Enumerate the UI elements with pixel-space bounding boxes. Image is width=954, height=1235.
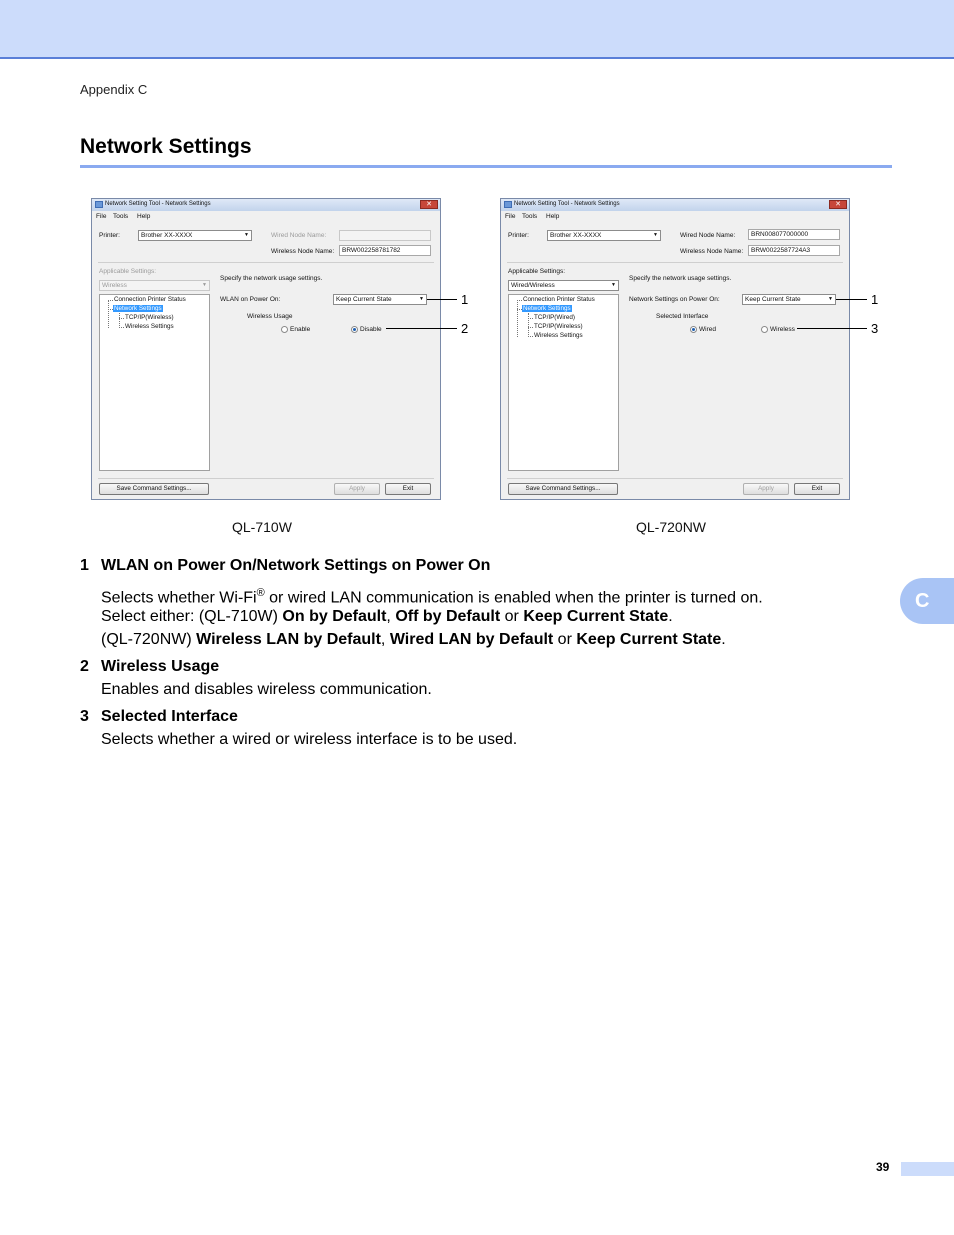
appendix-tab: C [900,578,954,624]
divider [507,478,843,479]
exit-button[interactable]: Exit [794,483,840,495]
menu-help[interactable]: Help [137,213,151,220]
exit-button[interactable]: Exit [385,483,431,495]
power-on-label: Network Settings on Power On: [629,296,720,303]
wireless-usage-label: Wireless Usage [247,313,293,320]
callout-1-right: 1 [871,292,879,307]
item-2-heading: 2 Wireless Usage [80,658,220,675]
disable-radio[interactable] [351,326,358,333]
title-rule [80,165,892,168]
power-on-label: WLAN on Power On: [220,296,281,303]
caption-ql720nw: QL-720NW [636,519,707,535]
callout-line-2 [386,328,457,329]
wireless-node-field[interactable]: BRW002258781782 [339,245,431,256]
title-bar [92,199,440,211]
page-number: 39 [876,1160,890,1174]
close-icon[interactable]: ✕ [829,200,847,209]
network-settings-window-ql710w [91,198,441,500]
chevron-down-icon: ▼ [202,282,207,288]
item-1-line-1: Selects whether Wi-Fi® or wired LAN communication is enabled when the printer is turned on. [101,587,763,607]
menu-bar [501,212,849,222]
power-on-select[interactable]: Keep Current State ▼ [333,294,427,305]
close-icon[interactable]: ✕ [420,200,438,209]
wired-radio[interactable] [690,326,697,333]
callout-line-3 [797,328,867,329]
menu-help[interactable]: Help [546,213,560,220]
wired-node-field[interactable]: BRN008077000000 [748,229,840,240]
selected-interface-label: Selected Interface [656,313,709,320]
menu-bar [92,212,440,222]
wired-radio-label: Wired [699,326,716,333]
app-icon [504,201,512,208]
tree-item-wireless-settings[interactable]: Wireless Settings [534,332,583,339]
printer-label: Printer: [99,232,120,239]
tree-item-network-settings[interactable]: Network Settings [523,305,571,312]
disable-radio-label: Disable [360,326,382,333]
apply-button[interactable]: Apply [743,483,789,495]
wireless-node-field[interactable]: BRW0022587724A3 [748,245,840,256]
item-3-text: Selects whether a wired or wireless interface is to be used. [101,731,518,748]
wireless-radio[interactable] [761,326,768,333]
window-title: Network Setting Tool - Network Settings [514,201,620,207]
window-title: Network Setting Tool - Network Settings [105,201,211,207]
divider [98,478,434,479]
printer-select[interactable]: Brother XX-XXXX ▼ [547,230,661,241]
specify-text: Specify the network usage settings. [220,275,323,282]
printer-select[interactable]: Brother XX-XXXX ▼ [138,230,252,241]
divider [507,262,843,263]
item-3-heading: 3 Selected Interface [80,708,238,725]
applicable-settings-select: Wireless ▼ [99,280,210,291]
chevron-down-icon: ▼ [611,282,616,288]
item-1-line-3: (QL-720NW) Wireless LAN by Default, Wired LAN by Default or Keep Current State. [101,631,726,648]
menu-tools[interactable]: Tools [522,213,538,220]
chevron-down-icon: ▼ [828,296,833,302]
specify-text: Specify the network usage settings. [629,275,732,282]
page-number-bar [901,1162,954,1176]
tree-item-tcpip-wireless[interactable]: TCP/IP(Wireless) [125,314,174,321]
printer-label: Printer: [508,232,529,239]
menu-file[interactable]: File [505,213,516,220]
callout-line-1-left [427,299,457,300]
applicable-settings-label: Applicable Settings: [99,268,157,275]
menu-tools[interactable]: Tools [113,213,129,220]
wired-node-label: Wired Node Name: [271,232,327,239]
save-command-settings-button[interactable]: Save Command Settings... [508,483,618,495]
item-1-line-2: Select either: (QL-710W) On by Default, Off by Default or Keep Current State. [101,608,673,625]
callout-2: 2 [461,321,469,336]
item-2-text: Enables and disables wireless communication. [101,681,432,698]
menu-file[interactable]: File [96,213,107,220]
tree-item-connection-status[interactable]: Connection Printer Status [523,296,595,303]
wireless-radio-label: Wireless [770,326,795,333]
title-bar [501,199,849,211]
wireless-node-label: Wireless Node Name: [680,248,744,255]
tree-item-tcpip-wireless[interactable]: TCP/IP(Wireless) [534,323,583,330]
network-settings-window-ql720nw [500,198,850,500]
save-command-settings-button[interactable]: Save Command Settings... [99,483,209,495]
page-title: Network Settings [80,135,252,158]
tree-item-tcpip-wired[interactable]: TCP/IP(Wired) [534,314,575,321]
chevron-down-icon: ▼ [653,232,658,238]
power-on-select[interactable]: Keep Current State ▼ [742,294,836,305]
applicable-settings-select[interactable]: Wired/Wireless ▼ [508,280,619,291]
enable-radio-label: Enable [290,326,311,333]
wireless-node-label: Wireless Node Name: [271,248,335,255]
header-band [0,0,954,59]
callout-1-left: 1 [461,292,469,307]
running-header: Appendix C [80,82,148,97]
chevron-down-icon: ▼ [419,296,424,302]
item-1-heading: 1 WLAN on Power On/Network Settings on Power On [80,557,491,574]
apply-button[interactable]: Apply [334,483,380,495]
chevron-down-icon: ▼ [244,232,249,238]
enable-radio[interactable] [281,326,288,333]
wired-node-field [339,230,431,241]
tree-item-wireless-settings[interactable]: Wireless Settings [125,323,174,330]
wired-node-label: Wired Node Name: [680,232,736,239]
settings-tree [508,294,619,471]
caption-ql710w: QL-710W [232,519,292,535]
applicable-settings-label: Applicable Settings: [508,268,566,275]
app-icon [95,201,103,208]
tree-item-connection-status[interactable]: Connection Printer Status [114,296,186,303]
callout-line-1-right [836,299,867,300]
callout-3: 3 [871,321,879,336]
divider [98,262,434,263]
tree-item-network-settings[interactable]: Network Settings [114,305,162,312]
settings-tree [99,294,210,471]
